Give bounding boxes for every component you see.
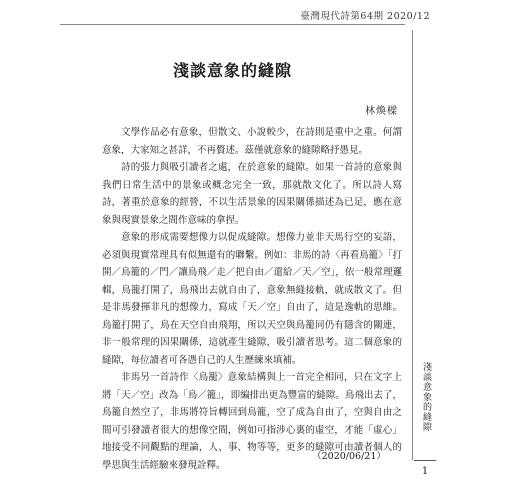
paragraph-1: 文學作品必有意象，但散文、小說較少，在詩則是重中之重。何謂意象，大家知之甚詳，不再贅述。茲僅就意象的縫隙略抒愚見。 bbox=[102, 127, 402, 156]
article-body bbox=[102, 124, 402, 474]
article-title: 淺談意象的縫隙 bbox=[172, 61, 292, 80]
page-number: 1 bbox=[421, 466, 429, 477]
side-rule bbox=[412, 30, 413, 460]
article-date: （2020/06/21） bbox=[312, 451, 386, 462]
folio-rule bbox=[414, 460, 436, 461]
running-head: 臺灣現代詩第64期 2020/12 bbox=[300, 11, 430, 22]
paragraph-2: 詩的張力與吸引讀者之處，在於意象的縫隙。如果一首詩的意象與我們日常生活中的景象或概念完全一致，那就散文化了。所以詩人寫詩，著重於意象的經營，不以生活景象的因果關係描述為已足，應在意象與現實景象之間作意味的拿捏。 bbox=[102, 162, 402, 226]
paragraph-3: 意象的形成需要想像力以促成縫隙。想像力並非天馬行空的妄語，必須與現實常理具有似無還有的聯繫。例如：非馬的詩〈再看鳥籠〉「打開／鳥籠的／門／讓鳥飛／走／把自由／還給／天／空」，依一般常理邏輯，鳥籠打開了，鳥飛出去就自由了，意象無縫接軌，就成散文了。但是非馬發揮非凡的想像力，寫成「天／空」自由了，這是逸軌的思維。鳥籠打開了，鳥在天空自由飛翔，所以天空與鳥籠同仍有隱含的關連，非一般常理的因果關係，這就產生縫隙，吸引讀者思考。這二個意象的縫隙，每位讀者可各憑自己的人生歷練來填補。 bbox=[102, 232, 402, 366]
article-author: 林煥樑 bbox=[365, 106, 398, 117]
side-tab-title: 淺談意象的縫隙 bbox=[421, 362, 431, 432]
header-rule bbox=[60, 24, 405, 25]
paragraph-4: 非馬另一首詩作〈鳥籠〉意象結構與上一首完全相同，只在文字上將「天／空」改為「鳥／籠」，即編排出更為豐富的縫隙。鳥飛出去了，鳥籠自然空了，非馬將符旨轉回到鳥籠，空了成為自由了，空與自由之間可引發讀者很大的想像空間，例如可指涉心裏的虛空，才能「虛心」地接受不同觀點的理論，人、事、物等等，更多的縫隙可由讀者個人的學思與生活經驗來發現詮釋。 bbox=[102, 372, 402, 471]
